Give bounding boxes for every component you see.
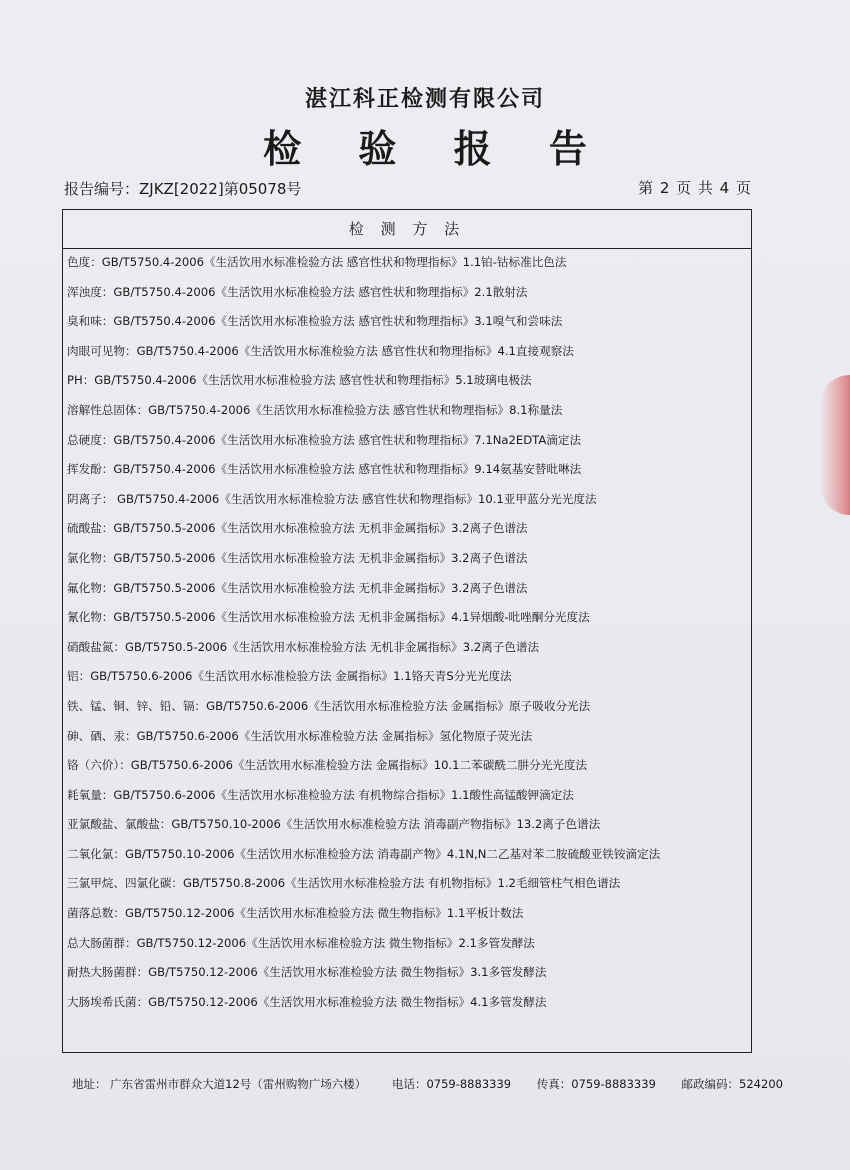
method-row: 砷、硒、汞：GB/T5750.6-2006《生活饮用水标准检验方法 金属指标》氢化物原子荧光法 bbox=[67, 728, 533, 743]
footer-phone: 电话：0759-8883339 bbox=[391, 1077, 512, 1091]
method-row: 色度：GB/T5750.4-2006《生活饮用水标准检验方法 感官性状和物理指标》1.1铂-钴标准比色法 bbox=[67, 255, 567, 269]
method-row: 铁、锰、铜、锌、铅、镉：GB/T5750.6-2006《生活饮用水标准检验方法 金属指标》原子吸收分光法 bbox=[67, 698, 591, 713]
method-row: 总大肠菌群：GB/T5750.12-2006《生活饮用水标准检验方法 微生物指标》2.1多管发酵法 bbox=[67, 935, 535, 950]
method-row: 二氧化氯：GB/T5750.10-2006《生活饮用水标准检验方法 消毒副产物》4.1N,N二乙基对苯二胺硫酸亚铁铵滴定法 bbox=[67, 846, 661, 861]
method-row: 氯化物：GB/T5750.5-2006《生活饮用水标准检验方法 无机非金属指标》3.2离子色谱法 bbox=[67, 550, 528, 565]
seal-edge bbox=[820, 375, 850, 515]
method-row: PH：GB/T5750.4-2006《生活饮用水标准检验方法 感官性状和物理指标》5.1玻璃电极法 bbox=[67, 373, 532, 388]
method-row: 耗氧量：GB/T5750.6-2006《生活饮用水标准检验方法 有机物综合指标》1.1酸性高锰酸钾滴定法 bbox=[67, 787, 574, 802]
methods-list bbox=[63, 248, 751, 1017]
method-row: 耐热大肠菌群：GB/T5750.12-2006《生活饮用水标准检验方法 微生物指标》3.1多管发酵法 bbox=[67, 965, 547, 980]
report-title: 检 验 报 告 bbox=[263, 127, 609, 171]
method-row: 硝酸盐氮：GB/T5750.5-2006《生活饮用水标准检验方法 无机非金属指标》3.2离子色谱法 bbox=[67, 639, 540, 654]
method-row: 大肠埃希氏菌：GB/T5750.12-2006《生活饮用水标准检验方法 微生物指标》4.1多管发酵法 bbox=[67, 994, 547, 1009]
footer-fax: 传真：0759-8883339 bbox=[536, 1077, 656, 1091]
methods-table-heading: 检 测 方 法 bbox=[63, 210, 751, 249]
footer-contact bbox=[72, 1076, 805, 1092]
method-row: 浑浊度：GB/T5750.4-2006《生活饮用水标准检验方法 感官性状和物理指标》2.1散射法 bbox=[67, 284, 528, 299]
method-row: 菌落总数：GB/T5750.12-2006《生活饮用水标准检验方法 微生物指标》1.1平板计数法 bbox=[67, 906, 524, 921]
method-row: 三氯甲烷、四氯化碳：GB/T5750.8-2006《生活饮用水标准检验方法 有机物指标》1.2毛细管柱气相色谱法 bbox=[67, 876, 621, 891]
method-row: 铝：GB/T5750.6-2006《生活饮用水标准检验方法 金属指标》1.1铬天青S分光光度法 bbox=[67, 669, 512, 684]
method-row: 亚氯酸盐、氯酸盐：GB/T5750.10-2006《生活饮用水标准检验方法 消毒副产物指标》13.2离子色谱法 bbox=[67, 817, 601, 832]
methods-table bbox=[62, 209, 752, 1053]
method-row: 臭和味：GB/T5750.4-2006《生活饮用水标准检验方法 感官性状和物理指标》3.1嗅气和尝味法 bbox=[67, 314, 563, 329]
page-indicator: 第 2 页 共 4 页 bbox=[638, 179, 752, 197]
footer-address: 地址： 广东省雷州市群众大道12号（雷州购物广场六楼） bbox=[72, 1077, 367, 1091]
method-row: 溶解性总固体：GB/T5750.4-2006《生活饮用水标准检验方法 感官性状和物理指标》8.1称量法 bbox=[67, 402, 563, 417]
method-row: 铬（六价）：GB/T5750.6-2006《生活饮用水标准检验方法 金属指标》10.1二苯碳酰二肼分光光度法 bbox=[67, 758, 588, 773]
footer-postcode: 邮政编码：524200 bbox=[681, 1077, 783, 1091]
method-row: 挥发酚：GB/T5750.4-2006《生活饮用水标准检验方法 感官性状和物理指标》9.14氨基安替吡啉法 bbox=[67, 462, 582, 477]
method-row: 阴离子： GB/T5750.4-2006《生活饮用水标准检验方法 感官性状和物理指标》10.1亚甲蓝分光光度法 bbox=[67, 491, 597, 506]
report-number: 报告编号：ZJKZ[2022]第05078号 bbox=[64, 180, 302, 198]
method-row: 肉眼可见物：GB/T5750.4-2006《生活饮用水标准检验方法 感官性状和物理指标》4.1直接观察法 bbox=[67, 343, 574, 358]
method-row: 硫酸盐：GB/T5750.5-2006《生活饮用水标准检验方法 无机非金属指标》3.2离子色谱法 bbox=[67, 521, 528, 536]
company-name: 湛江科正检测有限公司 bbox=[304, 87, 545, 112]
method-row: 氰化物：GB/T5750.5-2006《生活饮用水标准检验方法 无机非金属指标》4.1异烟酸-吡唑酮分光度法 bbox=[67, 610, 590, 625]
method-row: 总硬度：GB/T5750.4-2006《生活饮用水标准检验方法 感官性状和物理指标》7.1Na2EDTA滴定法 bbox=[67, 432, 582, 447]
method-row: 氟化物：GB/T5750.5-2006《生活饮用水标准检验方法 无机非金属指标》3.2离子色谱法 bbox=[67, 580, 528, 595]
